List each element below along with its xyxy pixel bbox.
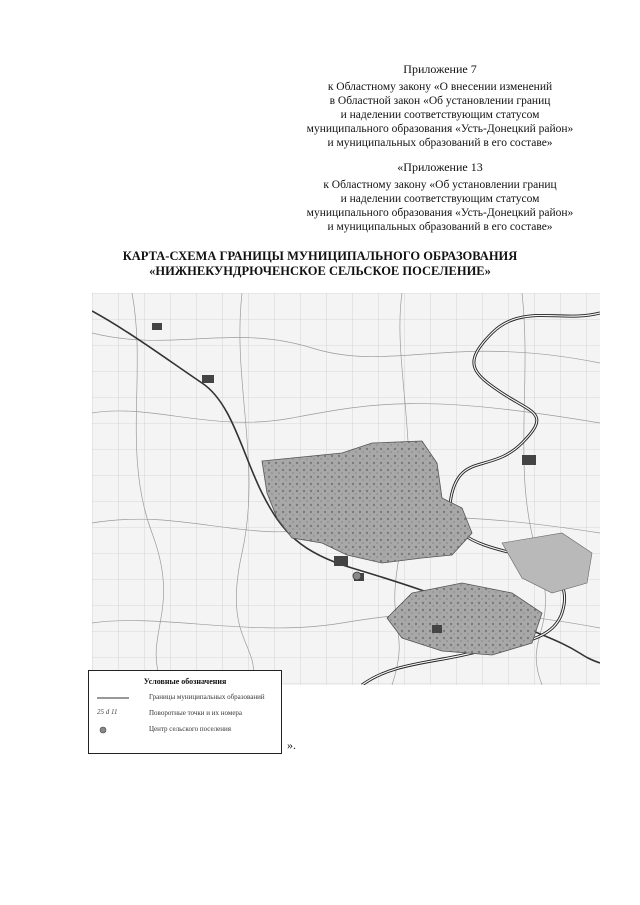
legend-item-label: Поворотные точки и их номера — [149, 709, 243, 717]
appendix-13-line: к Областному закону «Об установлении границ — [323, 179, 557, 191]
legend-item-turning-points — [97, 708, 277, 720]
appendix-7-line: к Областному закону «О внесении изменений — [327, 81, 553, 93]
appendix-13-title: «Приложение 13 — [397, 160, 483, 174]
map-legend — [88, 670, 282, 754]
boundary-line-icon — [97, 692, 125, 704]
map-title — [80, 249, 560, 279]
turning-point-symbol: 25 d 11 — [97, 708, 118, 716]
legend-heading: Условные обозначения — [143, 677, 227, 686]
appendix-7-line: муниципального образования «Усть-Донецкий район» — [306, 123, 574, 135]
appendix-13-block — [280, 160, 600, 234]
legend-item-center — [97, 724, 277, 736]
map-scheme — [92, 293, 600, 685]
map-image — [92, 293, 600, 685]
legend-item-label: Границы муниципальных образований — [149, 693, 265, 701]
settlement-center-dot — [353, 572, 361, 580]
legend-item-boundary — [97, 692, 277, 704]
appendix-7-line: в Областной закон «Об установлении границ — [329, 95, 551, 107]
appendix-13-line: и наделении соответствующим статусом — [340, 193, 540, 205]
center-dot-icon — [97, 724, 125, 736]
appendix-13-line: муниципального образования «Усть-Донецкий район» — [306, 207, 574, 219]
closing-quote: ». — [287, 738, 296, 752]
appendix-13-line: и муниципальных образований в его составе» — [327, 221, 553, 233]
appendix-7-line: и наделении соответствующим статусом — [340, 109, 540, 121]
appendix-7-title: Приложение 7 — [403, 62, 477, 76]
map-title-line-2: «НИЖНЕКУНДРЮЧЕНСКОЕ СЕЛЬСКОЕ ПОСЕЛЕНИЕ» — [149, 264, 491, 278]
appendix-7-line: и муниципальных образований в его составе» — [327, 137, 553, 149]
map-title-line-1: КАРТА-СХЕМА ГРАНИЦЫ МУНИЦИПАЛЬНОГО ОБРАЗОВАНИЯ — [122, 249, 518, 263]
appendix-7-block — [280, 62, 600, 150]
legend-item-label: Центр сельского поселения — [149, 725, 231, 733]
